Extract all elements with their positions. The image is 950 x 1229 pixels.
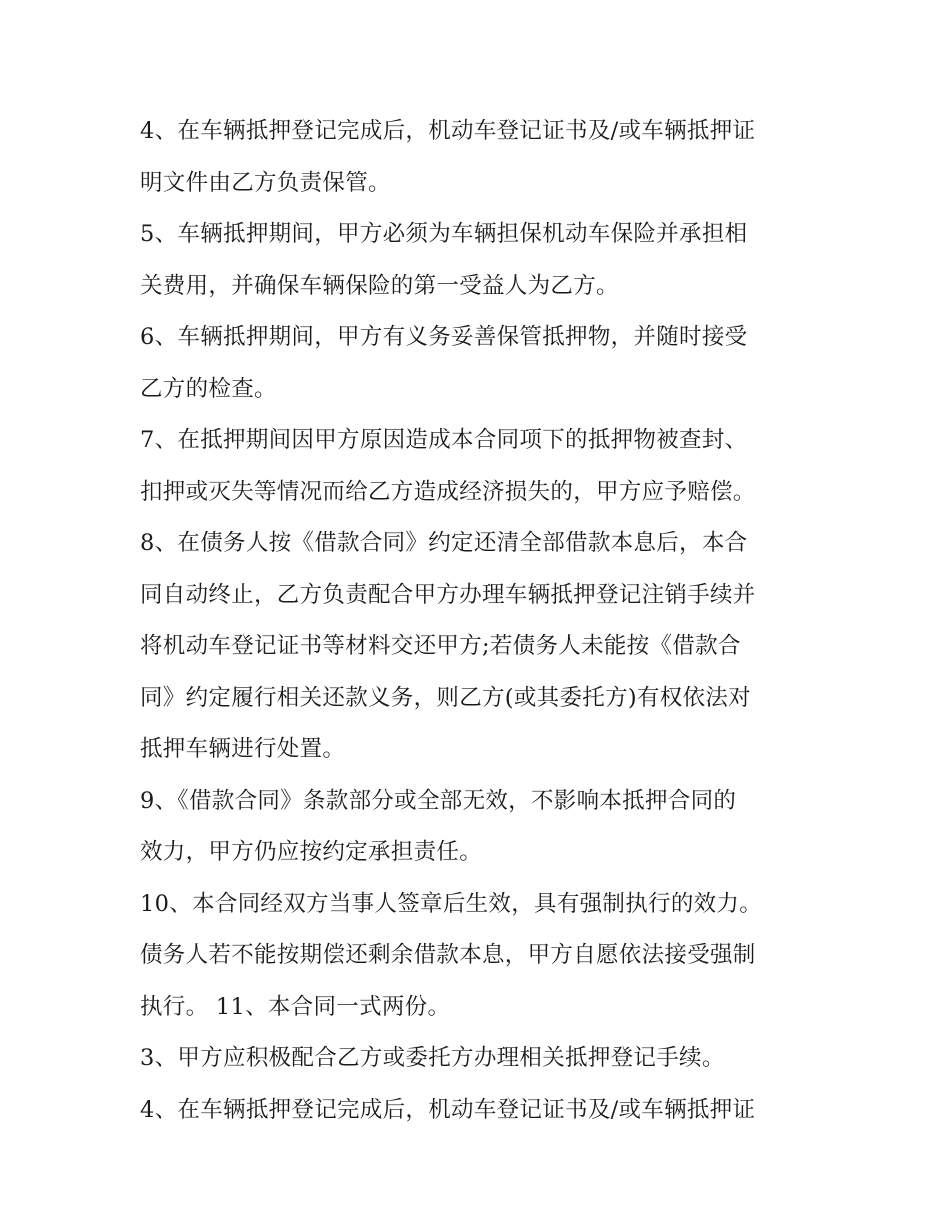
text-line: 4、在车辆抵押登记完成后，机动车登记证书及/或车辆抵押证	[140, 1096, 756, 1123]
text-line: 将机动车登记证书等材料交还甲方;若债务人未能按《借款合	[140, 633, 741, 659]
text-line: 执行。 11、本合同一式两份。	[140, 993, 451, 1020]
text-line: 债务人若不能按期偿还剩余借款本息，甲方自愿依法接受强制	[140, 942, 756, 968]
text-line: 同自动终止，乙方负责配合甲方办理车辆抵押登记注销手续并	[140, 581, 756, 608]
text-line: 扣押或灭失等情况而给乙方造成经济损失的，甲方应予赔偿。	[140, 478, 756, 505]
text-line: 6、车辆抵押期间，甲方有义务妥善保管抵押物，并随时接受	[140, 324, 748, 350]
text-line: 明文件由乙方负责保管。	[140, 169, 391, 196]
text-line: 7、在抵押期间因甲方原因造成本合同项下的抵押物被查封、	[140, 427, 748, 453]
text-line: 效力，甲方仍应按约定承担责任。	[140, 839, 483, 865]
text-line: 8、在债务人按《借款合同》约定还清全部借款本息后，本合	[140, 530, 748, 556]
text-line: 5、车辆抵押期间，甲方必须为车辆担保机动车保险并承担相	[140, 221, 748, 247]
text-line: 乙方的检查。	[140, 375, 277, 402]
text-line: 抵押车辆进行处置。	[140, 736, 346, 762]
text-line: 3、甲方应积极配合乙方或委托方办理相关抵押登记手续。	[140, 1045, 725, 1071]
document-body	[140, 106, 820, 1136]
text-line: 10、本合同经双方当事人签章后生效，具有强制执行的效力。	[140, 890, 763, 917]
text-line: 同》约定履行相关还款义务，则乙方(或其委托方)有权依法对	[140, 684, 751, 711]
text-line: 9、《借款合同》条款部分或全部无效，不影响本抵押合同的	[140, 787, 737, 814]
text-line: 关费用，并确保车辆保险的第一受益人为乙方。	[140, 272, 619, 299]
text-line: 4、在车辆抵押登记完成后，机动车登记证书及/或车辆抵押证	[140, 118, 756, 144]
